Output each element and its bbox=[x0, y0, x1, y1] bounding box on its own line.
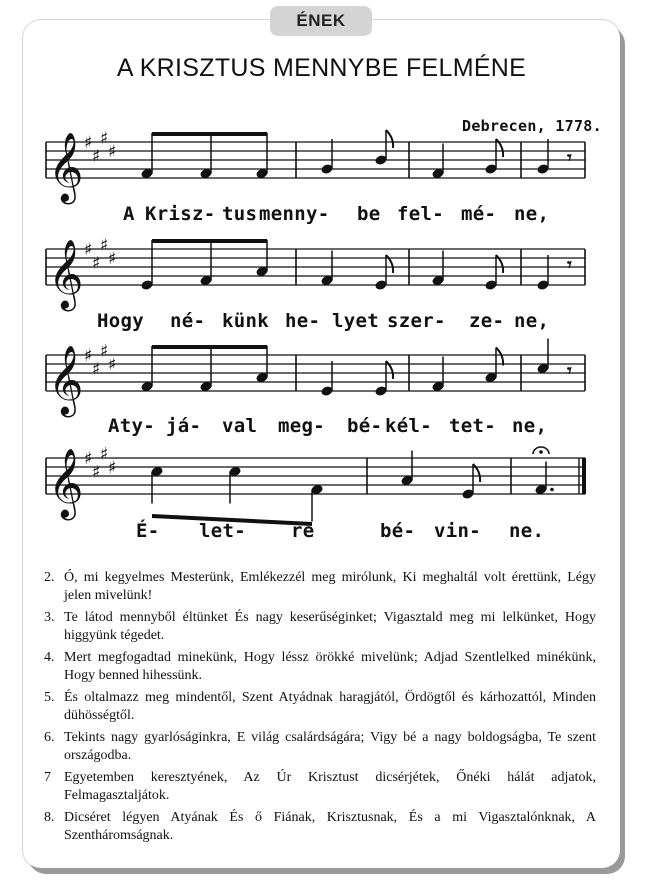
verse-text: Te látod mennyből éltünket És nagy keserűséginket; Vigasztald meg mi lelkünket, Hogy higgyünk tégedet. bbox=[64, 610, 596, 643]
sharp-icon: ♯ bbox=[108, 458, 117, 478]
treble-clef-icon: 𝄞 bbox=[48, 239, 84, 309]
note-beam bbox=[152, 345, 267, 349]
lyric-syllable: lyet bbox=[332, 310, 379, 332]
verse-number: 4. bbox=[44, 650, 55, 665]
sharp-icon: ♯ bbox=[108, 249, 117, 269]
lyric-syllable: A bbox=[123, 203, 135, 225]
sharp-icon: ♯ bbox=[84, 133, 93, 153]
verse-5 bbox=[44, 689, 596, 725]
verse-list bbox=[44, 569, 596, 849]
lyrics-line bbox=[40, 415, 600, 445]
sharp-icon: ♯ bbox=[108, 355, 117, 375]
verse-3 bbox=[44, 609, 596, 645]
note-beam bbox=[152, 239, 267, 243]
lyric-syllable: bé- bbox=[380, 520, 416, 542]
lyric-syllable: né- bbox=[170, 310, 206, 332]
lyric-syllable: re bbox=[291, 520, 315, 542]
verse-8 bbox=[44, 809, 596, 845]
lyric-syllable: vin- bbox=[434, 520, 481, 542]
sharp-icon: ♯ bbox=[92, 253, 101, 274]
lyrics-line bbox=[40, 310, 600, 340]
sharp-icon: ♯ bbox=[108, 142, 117, 162]
lyric-syllable: ne. bbox=[509, 520, 545, 542]
sharp-icon: ♯ bbox=[92, 146, 101, 167]
lyric-syllable: be bbox=[357, 203, 381, 225]
lyric-syllable: künk bbox=[222, 310, 269, 332]
verse-text: Egyetemben keresztyének, Az Úr Krisztust dicsérjétek, Őnéki hálát adjatok, Felmagasztaljátok. bbox=[64, 770, 596, 803]
lyric-syllable: he- bbox=[285, 310, 321, 332]
lyric-syllable: let- bbox=[199, 520, 246, 542]
sharp-icon: ♯ bbox=[100, 341, 109, 362]
treble-clef-icon: 𝄞 bbox=[48, 345, 84, 415]
lyric-syllable: Hogy bbox=[97, 310, 144, 332]
lyric-syllable: ne, bbox=[514, 203, 550, 225]
note-beam bbox=[152, 132, 267, 136]
verse-2 bbox=[44, 569, 596, 605]
sharp-icon: ♯ bbox=[84, 346, 93, 366]
verse-number: 8. bbox=[44, 810, 55, 825]
lyric-syllable: mé- bbox=[461, 203, 497, 225]
lyric-syllable: kél- bbox=[385, 415, 432, 437]
lyric-syllable: Aty- bbox=[108, 415, 155, 437]
lyric-syllable: ne, bbox=[514, 310, 550, 332]
verse-6 bbox=[44, 729, 596, 765]
verse-number: 5. bbox=[44, 690, 55, 705]
note-flag bbox=[496, 348, 503, 366]
lyric-syllable: ze- bbox=[469, 310, 505, 332]
sharp-icon: ♯ bbox=[92, 359, 101, 380]
lyric-syllable: tet- bbox=[449, 415, 496, 437]
eighth-rest-icon: 𝄾 bbox=[567, 254, 572, 276]
lyric-syllable: szer- bbox=[387, 310, 446, 332]
lyric-syllable: menny- bbox=[259, 203, 330, 225]
treble-clef-icon: 𝄞 bbox=[48, 448, 84, 518]
lyric-syllable: tus bbox=[222, 203, 258, 225]
verse-number: 3. bbox=[44, 610, 55, 625]
lyric-syllable: É- bbox=[136, 520, 160, 542]
lyric-syllable: Krisz- bbox=[145, 203, 216, 225]
verse-text: Mert megfogadtad minekünk, Hogy léssz örökké mivelünk; Adjad Szentlelked minékünk, Hogy benned hihessünk. bbox=[64, 650, 596, 683]
eighth-rest-icon: 𝄾 bbox=[567, 360, 572, 382]
verse-4 bbox=[44, 649, 596, 685]
verse-7 bbox=[44, 769, 596, 805]
verse-text: És oltalmazz meg mindentől, Szent Atyádnak haragjától, Ördögtől és kárhozattól, Minden dühösségtől. bbox=[64, 690, 596, 723]
augmentation-dot bbox=[550, 488, 554, 492]
eighth-rest-icon: 𝄾 bbox=[567, 147, 572, 169]
lyric-syllable: fel- bbox=[397, 203, 444, 225]
section-tab: ÉNEK bbox=[270, 6, 372, 36]
lyric-syllable: já- bbox=[166, 415, 202, 437]
lyric-syllable: val bbox=[222, 415, 258, 437]
song-origin: Debrecen, 1778. bbox=[462, 117, 602, 135]
lyric-syllable: bé- bbox=[347, 415, 383, 437]
lyrics-line bbox=[40, 520, 600, 550]
lyric-syllable: meg- bbox=[278, 415, 325, 437]
final-barline-thick bbox=[582, 458, 586, 494]
sharp-icon: ♯ bbox=[84, 240, 93, 260]
sharp-icon: ♯ bbox=[84, 449, 93, 469]
verse-text: Ó, mi kegyelmes Mesterünk, Emlékezzél meg mirólunk, Ki meghaltál volt érettünk, Légy jelen mivelünk! bbox=[64, 570, 596, 603]
verse-text: Dicséret légyen Atyának És ő Fiának, Krisztusnak, És a mi Vigasztalónknak, A Szentháromságnak. bbox=[64, 810, 596, 843]
verse-number: 7 bbox=[44, 770, 51, 785]
lyric-syllable: ne, bbox=[512, 415, 548, 437]
song-title: A KRISZTUS MENNYBE FELMÉNE bbox=[116, 54, 527, 82]
lyrics-line bbox=[40, 203, 600, 233]
sharp-icon: ♯ bbox=[100, 444, 109, 465]
sharp-icon: ♯ bbox=[100, 235, 109, 256]
note-flag bbox=[386, 130, 393, 148]
treble-clef-icon: 𝄞 bbox=[48, 132, 84, 202]
verse-number: 6. bbox=[44, 730, 55, 745]
fermata-dot bbox=[539, 450, 543, 454]
verse-text: Tekints nagy gyarlóságinkra, E világ csalárdságára; Vigy bé a nagy boldogságba, Te szent országodba. bbox=[64, 730, 596, 763]
sharp-icon: ♯ bbox=[100, 128, 109, 149]
verse-number: 2. bbox=[44, 570, 55, 585]
sharp-icon: ♯ bbox=[92, 462, 101, 483]
